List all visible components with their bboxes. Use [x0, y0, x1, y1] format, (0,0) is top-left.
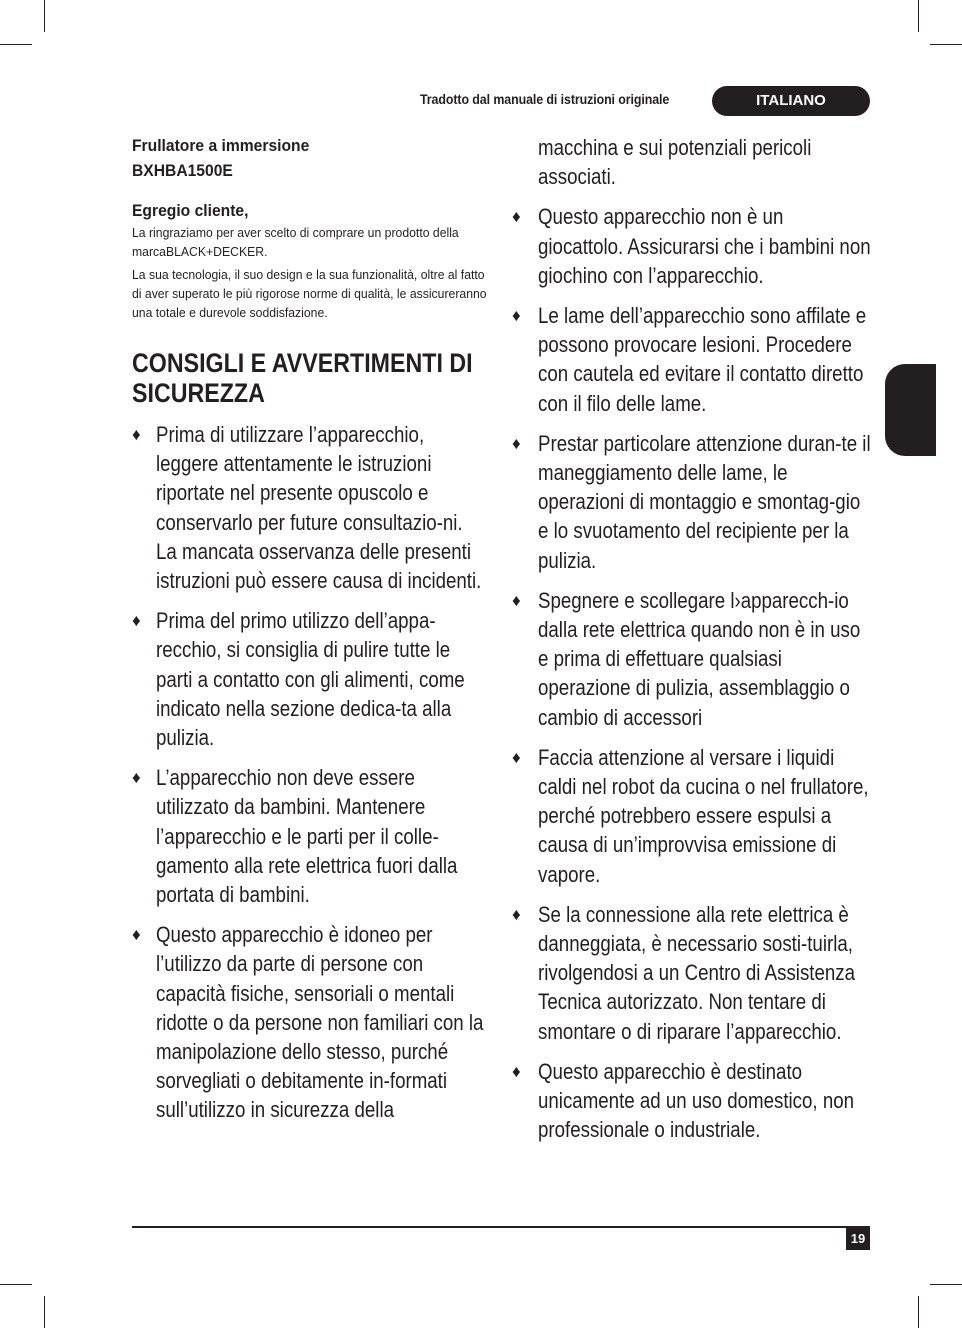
model-number: BXHBA1500E	[132, 161, 233, 180]
crop-mark	[44, 1296, 45, 1328]
list-item-text: Prima del primo utilizzo dell’appa-recchio, si consiglia di pulire tutte le parti a contatto con gli alimenti, come indicato nella sezione dedica-ta alla pulizia.	[156, 608, 465, 751]
translation-note: Tradotto dal manuale di istruzioni originale	[420, 92, 670, 107]
bullet-diamond-icon: ♦	[512, 1061, 521, 1081]
list-item	[132, 763, 490, 909]
list-item-text: Le lame dell’apparecchio sono affilate e possono provocare lesioni. Procedere con cautela ed evitare il contatto diretto con il filo delle lame.	[538, 303, 867, 416]
bullet-diamond-icon: ♦	[132, 925, 141, 945]
bullet-diamond-icon: ♦	[512, 207, 521, 227]
footer-rule	[132, 1226, 870, 1228]
list-item-text: Spegnere e scollegare l›apparecch-io dalla rete elettrica quando non è in uso e prima di effettuare qualsiasi operazione di pulizia, assemblaggio o cambio di accessori	[538, 587, 861, 730]
list-item	[512, 1057, 874, 1145]
bullet-diamond-icon: ♦	[512, 306, 521, 326]
language-badge: ITALIANO	[712, 86, 870, 116]
language-side-tab	[885, 364, 936, 456]
page-number: 19	[846, 1228, 870, 1250]
intro-paragraph: La ringraziamo per aver scelto di comprare un prodotto della marcaBLACK+DECKER.	[132, 225, 459, 259]
continuation-text: macchina e sui potenziali pericoli associati.	[538, 135, 812, 190]
crop-mark	[918, 0, 919, 32]
bullet-diamond-icon: ♦	[132, 611, 141, 631]
crop-mark	[918, 1296, 919, 1328]
list-item-text: Se la connessione alla rete elettrica è danneggiata, è necessario sosti-tuirla, rivolgendosi a un Centro di Assistenza Tecnica autorizzato. Non tentare di smontare o di riparare l’apparecchio.	[538, 901, 856, 1044]
list-item-text: Questo apparecchio è destinato unicamente ad un uso domestico, non professionale o industriale.	[538, 1058, 855, 1143]
bullet-diamond-icon: ♦	[512, 747, 521, 767]
list-item	[132, 420, 490, 595]
list-item	[132, 920, 490, 1124]
list-item	[512, 586, 874, 732]
list-item-continuation	[512, 133, 874, 191]
list-item	[512, 202, 874, 290]
section-title: CONSIGLI E AVVERTIMENTI DI SICUREZZA	[132, 348, 473, 408]
safety-list-right	[512, 202, 874, 1144]
list-item	[512, 301, 874, 418]
list-item-text: Faccia attenzione al versare i liquidi caldi nel robot da cucina o nel frullatore, perché potrebbero essere espulsi a causa di un’improvvisa emissione di vapore.	[538, 744, 869, 887]
list-item-text: L’apparecchio non deve essere utilizzato da bambini. Mantenere l’apparecchio e le parti per il colle-gamento alla rete elettrica fuori dalla portata di bambini.	[156, 765, 458, 908]
list-item-text: Prestar particolare attenzione duran-te il maneggiamento delle lame, le operazioni di montaggio e smontag-gio e lo svuotamento del recipiente per la pulizia.	[538, 430, 871, 573]
bullet-diamond-icon: ♦	[512, 904, 521, 924]
intro-paragraph: La sua tecnologia, il suo design e la sua funzionalità, oltre al fatto di aver superato le più rigorose norme di qualità, le assicureranno una totale e durevole soddisfazione.	[132, 267, 487, 320]
safety-list-left	[132, 420, 490, 1125]
bullet-diamond-icon: ♦	[512, 433, 521, 453]
list-item	[512, 429, 874, 575]
bullet-diamond-icon: ♦	[132, 768, 141, 788]
greeting: Egregio cliente,	[132, 201, 249, 220]
list-item-text: Questo apparecchio non è un giocattolo. Assicurarsi che i bambini non giochino con l’apparecchio.	[538, 204, 871, 288]
crop-mark	[930, 1284, 962, 1285]
bullet-diamond-icon: ♦	[512, 590, 521, 610]
list-item	[512, 900, 874, 1046]
crop-mark	[0, 44, 32, 45]
crop-mark	[44, 0, 45, 32]
list-item-text: Prima di utilizzare l’apparecchio, leggere attentamente le istruzioni riportate nel presente opuscolo e conservarlo per future consultazio-ni. La mancata osservanza delle presenti istruzioni può essere causa di incidenti.	[156, 422, 482, 594]
bullet-diamond-icon: ♦	[132, 425, 141, 444]
list-item	[132, 606, 490, 752]
list-item	[512, 743, 874, 889]
crop-mark	[930, 44, 962, 45]
list-item-text: Questo apparecchio è idoneo per l’utilizzo da parte di persone con capacità fisiche, sensoriali o mentali ridotte o da persone non familiari con la manipolazione dello stesso, purché sorvegliati o debitamente in-formati sull’utilizzo in sicurezza della	[156, 922, 484, 1123]
crop-mark	[0, 1284, 32, 1285]
right-column	[512, 133, 874, 1156]
left-column	[132, 133, 490, 1136]
product-name: Frullatore a immersione	[132, 136, 310, 155]
